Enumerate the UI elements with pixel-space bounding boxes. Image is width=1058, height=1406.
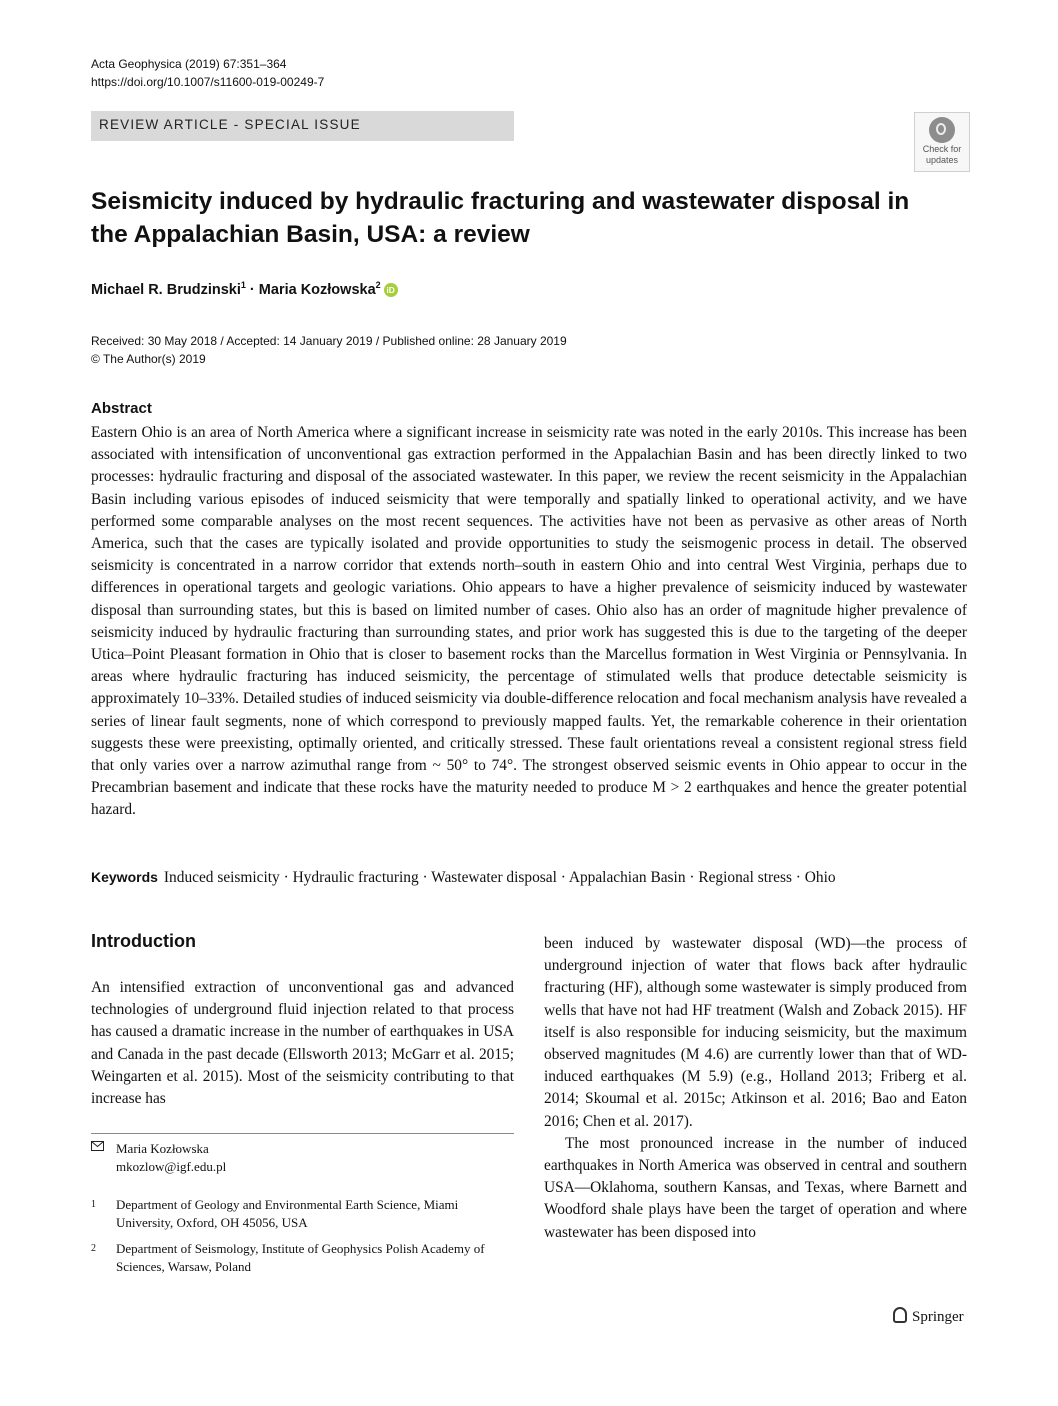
intro-paragraph: been induced by wastewater disposal (WD)—the process of underground injection of water that flows back after hydraulic fracturing (HF), although some wastewater is simply produced from wells that have not had HF treatment (Walsh and Zoback 2015). HF itself is also responsible for inducing seismicity, but the maximum observed magnitudes (M 4.6) are currently lower than that of WD-induced earthquakes (M 5.9) (e.g., Holland 2013; Friberg et al. 2014; Skoumal et al. 2015c; Atkinson et al. 2016; Bao and Eaton 2016; Chen et al. 2017). <box>544 935 967 1130</box>
intro-paragraph: The most pronounced increase in the number of induced earthquakes in North America was observed in central and southern USA—Oklahoma, southern Kansas, and Texas, where Barnett and Woodford shale plays have been the target of operation and where wastewater has been disposed into <box>544 1134 967 1241</box>
author-separator: · <box>249 281 255 298</box>
contact-name: Maria Kozłowska <box>116 1141 209 1156</box>
publisher-footer <box>893 1307 964 1326</box>
check-for-updates-badge[interactable] <box>914 112 970 172</box>
contact-email[interactable]: mkozlow@igf.edu.pl <box>116 1159 227 1174</box>
introduction-heading: Introduction <box>91 931 196 951</box>
journal-citation: Acta Geophysica (2019) 67:351–364 <box>91 57 287 71</box>
affiliation-text: Department of Seismology, Institute of Geophysics Polish Academy of Sciences, Warsaw, Poland <box>116 1241 485 1274</box>
affiliation-marker: 1 <box>240 280 246 290</box>
abstract-heading: Abstract <box>91 400 152 417</box>
section-label: REVIEW ARTICLE - SPECIAL ISSUE <box>99 117 361 132</box>
affiliation-number: 2 <box>91 1243 96 1254</box>
orcid-icon[interactable]: iD <box>384 283 398 297</box>
copyright: © The Author(s) 2019 <box>91 352 206 366</box>
footnote-divider <box>91 1133 514 1134</box>
history-dates: Received: 30 May 2018 / Accepted: 14 January 2019 / Published online: 28 January 2019 <box>91 334 567 348</box>
affiliation-marker: 2 <box>375 280 381 290</box>
intro-column-right <box>544 933 967 1244</box>
envelope-icon <box>91 1140 109 1158</box>
article-title: Seismicity induced by hydraulic fracturing and wastewater disposal in the Appalachian Basin, USA: a review <box>91 188 910 248</box>
abstract-text: Eastern Ohio is an area of North America where a significant increase in seismicity rate was noted in the early 2010s. This increase has been associated with intensification of unconventional gas extraction performed in the Appalachian Basin and has been directly linked to two processes: hydraulic fracturing and disposal of the associated wastewater. In this paper, we review the recent seismicity in the Appalachian Basin including various episodes of induced seismicity that were temporally and spatially linked to operational activity, and we have performed some comparable analyses on the most recent sequences. The activities have not been as pervasive as other areas of North America, such that the cases are typically isolated and provide opportunities to study the seismogenic process in detail. The observed seismicity is concentrated in a narrow corridor that extends north–south in eastern Ohio and into central West Virginia, perhaps due to differences in operational targets and geologic variations. Ohio appears to have a higher prevalence of seismicity induced by wastewater disposal than surrounding states, but this is based on limited number of cases. Ohio also has an order of magnitude higher prevalence of seismicity induced by hydraulic fracturing than surrounding states, and prior work has suggested this is due to the targeting of the deeper Utica–Point Pleasant formation in Ohio that is closer to basement rocks than the Marcellus formation in West Virginia or Pennsylvania. In areas where hydraulic fracturing has induced seismicity, the percentage of stimulated wells that produce detectable seismicity is approximately 10–33%. Detailed studies of induced seismicity via double-difference relocation and focal mechanism analysis have revealed a series of linear fault segments, none of which correspond to previously mapped faults. Yet, the remarkable coherence in their orientation suggests these were preexisting, optimally oriented, and critically stressed. These fault orientations reveal a consistent regional stress field that only varies over a narrow azimuthal range from ~ 50° to 74°. The strongest observed seismic events in Ohio appear to occur in the Precambrian basement and indicate that these rocks have the maturity needed to produce M > 2 earthquakes and hence the greater potential hazard. <box>91 424 967 819</box>
journal-info <box>91 55 324 91</box>
doi-link[interactable]: https://doi.org/10.1007/s11600-019-00249-7 <box>91 75 325 89</box>
springer-logo-icon <box>893 1307 907 1323</box>
publisher-name: Springer <box>912 1309 964 1325</box>
affiliation-1 <box>91 1196 514 1232</box>
corresponding-author <box>91 1140 514 1176</box>
affiliation-2 <box>91 1240 514 1276</box>
affiliation-number: 1 <box>91 1199 96 1210</box>
author-name[interactable]: Michael R. Brudzinski <box>91 281 241 298</box>
affiliation-text: Department of Geology and Environmental Earth Science, Miami University, Oxford, OH 45056, USA <box>116 1197 459 1230</box>
author-name[interactable]: Maria Kozłowska <box>258 281 376 298</box>
section-band <box>91 111 514 141</box>
author-list <box>91 280 398 298</box>
check-updates-icon <box>929 117 955 143</box>
keywords <box>91 866 836 889</box>
intro-column-left: An intensified extraction of unconventional gas and advanced technologies of underground fluid injection related to that process has caused a dramatic increase in the number of earthquakes in USA and Canada in the past decade (Ellsworth 2013; McGarr et al. 2015; Weingarten et al. 2015). Most of the seismicity contributing to that increase has <box>91 979 514 1108</box>
keywords-label: Keywords <box>91 869 158 885</box>
check-updates-line1: Check for <box>922 144 962 154</box>
publication-history <box>91 332 567 368</box>
check-updates-line2: updates <box>925 155 959 165</box>
keywords-text: Induced seismicity · Hydraulic fracturing · Wastewater disposal · Appalachian Basin · Regional stress · Ohio <box>163 869 836 886</box>
